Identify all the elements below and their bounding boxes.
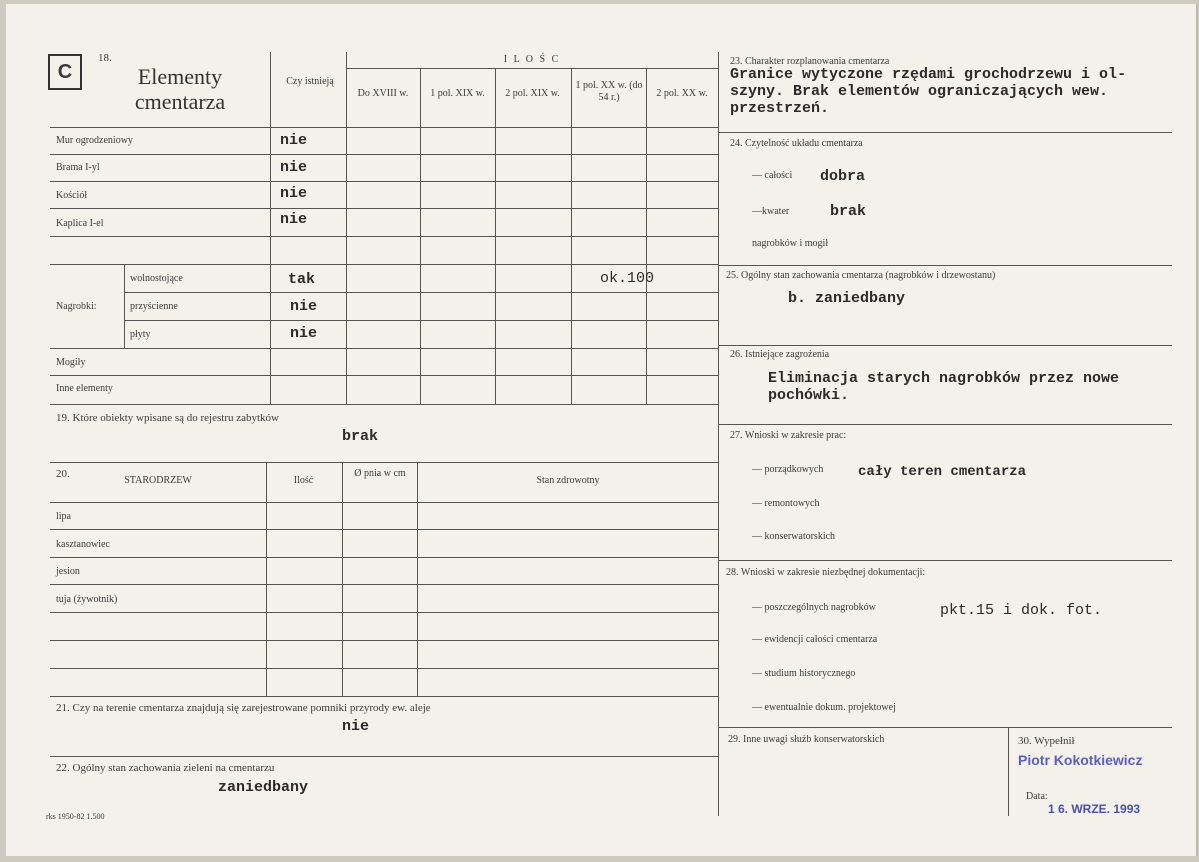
section-22-value: zaniedbany <box>218 779 309 796</box>
section-24-plots-value: brak <box>830 203 867 220</box>
row-exists-gate: nie <box>280 159 308 176</box>
section-27-item2-label: — remontowych <box>752 498 820 509</box>
section-30-label: 30. Wypełnił <box>1018 735 1075 747</box>
section-20-title: STARODRZEW <box>124 475 192 486</box>
section-28-item4-label: — ewentualnie dokum. projektowej <box>752 702 896 713</box>
date-label: Data: <box>1026 791 1048 802</box>
nagrobki-wall-exists: nie <box>290 298 318 315</box>
section-21-label: 21. Czy na terenie cmentarza znajdują się zarejestrowane pomniki przyrody ew. aleje <box>56 702 431 714</box>
section-27-label: 27. Wnioski w zakresie prac: <box>730 430 847 441</box>
section-28-label: 28. Wnioski w zakresie niezbędnej dokumentacji: <box>726 567 926 578</box>
section-19-value: brak <box>342 428 379 445</box>
section-23-label: 23. Charakter rozplanowania cmentarza <box>730 56 890 67</box>
period-header-0: Do XVIII w. <box>357 88 409 99</box>
section-29-label: 29. Inne uwagi służb konserwatorskich <box>728 734 885 745</box>
tree-row-lipa: lipa <box>56 511 71 522</box>
nagrobki-label: Nagrobki: <box>56 301 97 312</box>
section-28-item3-label: — studium historycznego <box>752 668 856 679</box>
section-19-label: 19. Które obiekty wpisane są do rejestru zabytków <box>56 412 279 424</box>
section-28-item1-value: pkt.15 i dok. fot. <box>940 602 1103 619</box>
section-22-label: 22. Ogólny stan zachowania zieleni na cmentarzu <box>56 762 275 774</box>
period-header-3: 1 pol. XX w. (do 54 r.) <box>575 80 643 103</box>
period-header-1: 1 pol. XIX w. <box>430 88 485 99</box>
inne-label: Inne elementy <box>56 383 113 394</box>
row-label-gate: Brama I-yl <box>56 162 100 173</box>
nagrobki-freestanding-exists: tak <box>288 271 316 288</box>
row-label-chapel: Kaplica I-el <box>56 218 104 229</box>
section-24-graves-label: nagrobków i mogił <box>752 238 829 249</box>
col-qty-header: I L O Ś C <box>503 54 561 65</box>
section-23-text: Granice wytyczone rzędami grochodrzewu i ol- szyny. Brak elementów ograniczających wew. przestrzeń. <box>730 66 1127 117</box>
nagrobki-wall-label: przyścienne <box>130 301 178 312</box>
section-18-number: 18. <box>98 52 112 64</box>
section-21-value: nie <box>342 718 370 735</box>
col-tree-qty: Ilość <box>293 475 314 486</box>
section-26-text: Eliminacja starych nagrobków przez nowe pochówki. <box>768 370 1120 404</box>
filled-by-stamp: Piotr Kokotkiewicz <box>1018 752 1143 768</box>
section-letter-box: C <box>48 54 82 90</box>
col-tree-diam: Ø pnia w cm <box>354 468 406 479</box>
section-20-number: 20. <box>56 468 70 480</box>
section-28-item1-label: — poszczególnych nagrobków <box>752 602 876 613</box>
tree-row-kasztanowiec: kasztanowiec <box>56 539 110 550</box>
tree-row-jesion: jesion <box>56 566 80 577</box>
section-24-whole-value: dobra <box>820 168 866 185</box>
nagrobki-freestanding-label: wolnostojące <box>130 273 183 284</box>
form-code: rks 1950-82 1.500 <box>46 812 105 821</box>
period-header-2: 2 pol. XIX w. <box>505 88 560 99</box>
col-tree-health: Stan zdrowotny <box>536 475 600 486</box>
nagrobki-slabs-label: płyty <box>130 329 151 340</box>
section-24-label: 24. Czytelność układu cmentarza <box>730 138 863 149</box>
section-27-item1-value: cały teren cmentarza <box>858 464 1027 480</box>
period-header-4: 2 pol. XX w. <box>656 88 708 99</box>
row-label-church: Kościół <box>56 190 88 201</box>
col-exist-header: Czy istnieją <box>286 76 334 87</box>
section-27-item3-label: — konserwatorskich <box>752 531 836 542</box>
row-exists-chapel: nie <box>280 211 308 228</box>
section-27-item1-label: — porządkowych <box>752 464 824 475</box>
section-26-label: 26. Istniejące zagrożenia <box>730 349 830 360</box>
row-exists-wall: nie <box>280 132 308 149</box>
section-25-value: b. zaniedbany <box>788 290 906 307</box>
nagrobki-slabs-exists: nie <box>290 325 318 342</box>
section-18-title: Elementy cmentarza <box>134 64 226 114</box>
tree-row-tuja: tuja (żywotnik) <box>56 594 118 605</box>
record-card <box>6 4 1198 856</box>
section-24-plots-label: —kwater <box>752 206 790 217</box>
section-28-item2-label: — ewidencji całości cmentarza <box>752 634 878 645</box>
row-exists-church: nie <box>280 185 308 202</box>
section-24-whole-label: — całości <box>752 170 793 181</box>
nagrobki-freestanding-qty: ok.100 <box>600 270 655 287</box>
row-label-wall: Mur ogrodzeniowy <box>56 135 133 146</box>
date-stamp: 1 6. WRZE. 1993 <box>1048 802 1141 816</box>
section-25-label: 25. Ogólny stan zachowania cmentarza (nagrobków i drzewostanu) <box>726 270 996 281</box>
mogily-label: Mogiły <box>56 357 86 368</box>
